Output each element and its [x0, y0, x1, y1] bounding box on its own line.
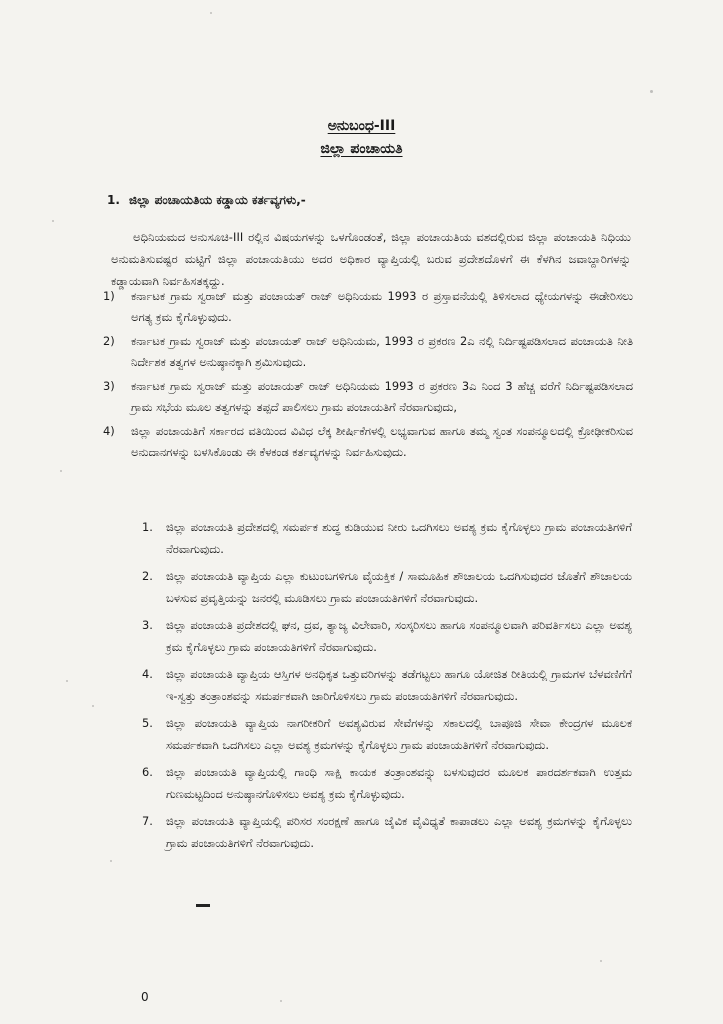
intro-paragraph: ಅಧಿನಿಯಮದ ಅನುಸೂಚಿ-III ರಲ್ಲಿನ ವಿಷಯಗಳನ್ನು ಒಳಗೊಂಡಂತೆ, ಜಿಲ್ಲಾ ಪಂಚಾಯತಿಯ ವಶದಲ್ಲಿರುವ ಜಿಲ್ಲಾ ಪಂಚಾಯತಿ ನಿಧಿಯು ಅನುಮತಿಸುವಷ್ಟರ ಮಟ್ಟಿಗೆ ಜಿಲ್ಲಾ ಪಂಚಾಯತಿಯು ಅದರ ಅಧಿಕಾರ ವ್ಯಾಪ್ತಿಯಲ್ಲಿ ಬರುವ ಪ್ರದೇಶದೊಳಗೆ ಈ ಕೆಳಗಿನ ಜವಾಬ್ದಾರಿಗಳನ್ನು ಕಡ್ಡಾಯವಾಗಿ ನಿರ್ವಹಿಸತಕ್ಕದ್ದು.	[111, 230, 631, 289]
page-dash-mark	[196, 904, 210, 907]
footer-mark: 0	[141, 990, 149, 1004]
tasks-list	[142, 516, 632, 859]
section-number: 1.	[107, 193, 120, 207]
duty-item	[103, 286, 633, 328]
task-item	[142, 663, 632, 707]
task-text: ಜಿಲ್ಲಾ ಪಂಚಾಯತಿ ಪ್ರದೇಶದಲ್ಲಿ ಘನ, ದ್ರವ, ತ್ಯಾಜ್ಯ ವಿಲೇವಾರಿ, ಸಂಸ್ಕರಿಸಲು ಹಾಗೂ ಸಂಪನ್ಮೂಲವಾಗಿ ಪರಿವರ್ತಿಸಲು ಎಲ್ಲಾ ಅವಶ್ಯ ಕ್ರಮ ಕೈಗೊಳ್ಳಲು ಗ್ರಾಮ ಪಂಚಾಯತಿಗಳಿಗೆ ನೆರವಾಗುವುದು.	[166, 618, 632, 654]
scan-speck	[650, 90, 653, 93]
annex-title: ಅನುಬಂಧ-III	[327, 118, 396, 134]
duty-number: 1)	[103, 289, 115, 303]
task-item	[142, 810, 632, 854]
duties-list	[103, 286, 633, 466]
task-text: ಜಿಲ್ಲಾ ಪಂಚಾಯತಿ ವ್ಯಾಪ್ತಿಯಲ್ಲಿ ಪರಿಸರ ಸಂರಕ್ಷಣೆ ಹಾಗೂ ಜೈವಿಕ ವೈವಿಧ್ಯತೆ ಕಾಪಾಡಲು ಎಲ್ಲಾ ಅವಶ್ಯ ಕ್ರಮಗಳನ್ನು ಕೈಗೊಳ್ಳಲು ಗ್ರಾಮ ಪಂಚಾಯತಿಗಳಿಗೆ ನೆರವಾಗುವುದು.	[166, 814, 632, 850]
section-heading	[107, 193, 306, 208]
duty-text: ಕರ್ನಾಟಕ ಗ್ರಾಮ ಸ್ವರಾಜ್ ಮತ್ತು ಪಂಚಾಯತ್ ರಾಜ್ ಅಧಿನಿಯಮ 1993 ರ ಪ್ರಸ್ತಾವನೆಯಲ್ಲಿ ತಿಳಿಸಲಾದ ಧ್ಯೇಯಗಳನ್ನು ಈಡೇರಿಸಲು ಅಗತ್ಯ ಕ್ರಮ ಕೈಗೊಳ್ಳುವುದು.	[131, 289, 633, 324]
duty-item	[103, 376, 633, 418]
duty-item	[103, 421, 633, 463]
task-item	[142, 565, 632, 609]
section-title-text: ಜಿಲ್ಲಾ ಪಂಚಾಯತಿಯ ಕಡ್ಡಾಯ ಕರ್ತವ್ಯಗಳು,-	[129, 193, 306, 207]
task-text: ಜಿಲ್ಲಾ ಪಂಚಾಯತಿ ವ್ಯಾಪ್ತಿಯ ಆಸ್ತಿಗಳ ಅನಧಿಕೃತ ಒತ್ತುವರಿಗಳನ್ನು ತಡೆಗಟ್ಟಲು ಹಾಗೂ ಯೋಜಿತ ರೀತಿಯಲ್ಲಿ ಗ್ರಾಮಗಳ ಬೆಳವಣಿಗೆಗೆ ಇ-ಸ್ವತ್ತು ತಂತ್ರಾಂಶವನ್ನು ಸಮರ್ಪಕವಾಗಿ ಜಾರಿಗೊಳಿಸಲು ಗ್ರಾಮ ಪಂಚಾಯತಿಗಳಿಗೆ ನೆರವಾಗುವುದು.	[166, 667, 632, 703]
task-text: ಜಿಲ್ಲಾ ಪಂಚಾಯತಿ ವ್ಯಾಪ್ತಿಯ ಎಲ್ಲಾ ಕುಟುಂಬಗಳಿಗೂ ವೈಯಕ್ತಿಕ / ಸಾಮೂಹಿಕ ಶೌಚಾಲಯ ಒದಗಿಸುವುದರ ಜೊತೆಗೆ ಶೌಚಾಲಯ ಬಳಸುವ ಪ್ರವೃತ್ತಿಯನ್ನು ಜನರಲ್ಲಿ ಮೂಡಿಸಲು ಗ್ರಾಮ ಪಂಚಾಯತಿಗಳಿಗೆ ನೆರವಾಗುವುದು.	[166, 569, 632, 605]
scan-speck	[52, 220, 54, 222]
duty-text: ಜಿಲ್ಲಾ ಪಂಚಾಯತಿಗೆ ಸರ್ಕಾರದ ವತಿಯಿಂದ ವಿವಿಧ ಲೆಕ್ಕ ಶೀರ್ಷಿಕೆಗಳಲ್ಲಿ ಲಭ್ಯವಾಗುವ ಹಾಗೂ ತಮ್ಮ ಸ್ವಂತ ಸಂಪನ್ಮೂಲದಲ್ಲಿ ಕ್ರೋಢೀಕರಿಸುವ ಅನುದಾನಗಳನ್ನು ಬಳಸಿಕೊಂಡು ಈ ಕೆಳಕಂಡ ಕರ್ತವ್ಯಗಳನ್ನು ನಿರ್ವಹಿಸುವುದು.	[131, 424, 633, 459]
scan-speck	[210, 12, 212, 14]
duty-number: 2)	[103, 334, 115, 348]
scan-speck	[280, 1000, 282, 1002]
duty-text: ಕರ್ನಾಟಕ ಗ್ರಾಮ ಸ್ವರಾಜ್ ಮತ್ತು ಪಂಚಾಯತ್ ರಾಜ್ ಅಧಿನಿಯಮ, 1993 ರ ಪ್ರಕರಣ 2ಎ ನಲ್ಲಿ ನಿರ್ದಿಷ್ಟಪಡಿಸಲಾದ ಪಂಚಾಯತಿ ನೀತಿ ನಿರ್ದೇಶಕ ತತ್ವಗಳ ಅನುಷ್ಠಾನಕ್ಕಾಗಿ ಶ್ರಮಿಸುವುದು.	[131, 334, 633, 369]
scan-speck	[600, 960, 602, 962]
scan-speck	[92, 705, 94, 707]
task-number: 2.	[142, 569, 153, 583]
duty-text: ಕರ್ನಾಟಕ ಗ್ರಾಮ ಸ್ವರಾಜ್ ಮತ್ತು ಪಂಚಾಯತ್ ರಾಜ್ ಅಧಿನಿಯಮ 1993 ರ ಪ್ರಕರಣ 3ಎ ನಿಂದ 3 ಹೆಚ್ಚ ವರೆಗೆ ನಿರ್ದಿಷ್ಟಪಡಿಸಲಾದ ಗ್ರಾಮ ಸಭೆಯ ಮೂಲ ತತ್ವಗಳನ್ನು ತಪ್ಪದೆ ಪಾಲಿಸಲು ಗ್ರಾಮ ಪಂಚಾಯತಿಗೆ ನೆರವಾಗುವುದು,	[131, 379, 633, 414]
duty-item	[103, 331, 633, 373]
scan-speck	[110, 860, 112, 862]
scan-speck	[66, 680, 68, 682]
task-text: ಜಿಲ್ಲಾ ಪಂಚಾಯತಿ ಪ್ರದೇಶದಲ್ಲಿ ಸಮರ್ಪಕ ಶುದ್ಧ ಕುಡಿಯುವ ನೀರು ಒದಗಿಸಲು ಅವಶ್ಯ ಕ್ರಮ ಕೈಗೊಳ್ಳಲು ಗ್ರಾಮ ಪಂಚಾಯತಿಗಳಿಗೆ ನೆರವಾಗುವುದು.	[166, 520, 632, 556]
duty-number: 3)	[103, 379, 115, 393]
task-text: ಜಿಲ್ಲಾ ಪಂಚಾಯತಿ ವ್ಯಾಪ್ತಿಯಲ್ಲಿ ಗಾಂಧಿ ಸಾಕ್ಷಿ ಕಾಯಕ ತಂತ್ರಾಂಶವನ್ನು ಬಳಸುವುದರ ಮೂಲಕ ಪಾರದರ್ಶಕವಾಗಿ ಉತ್ತಮ ಗುಣಮಟ್ಟದಿಂದ ಅನುಷ್ಠಾನಗೊಳಿಸಲು ಅವಶ್ಯ ಕ್ರಮ ಕೈಗೊಳ್ಳುವುದು.	[166, 765, 632, 801]
task-item	[142, 614, 632, 658]
task-item	[142, 712, 632, 756]
task-number: 3.	[142, 618, 153, 632]
task-item	[142, 761, 632, 805]
task-number: 5.	[142, 716, 153, 730]
task-number: 4.	[142, 667, 153, 681]
scan-speck	[60, 470, 62, 472]
task-number: 7.	[142, 814, 153, 828]
task-text: ಜಿಲ್ಲಾ ಪಂಚಾಯತಿ ವ್ಯಾಪ್ತಿಯ ನಾಗರೀಕರಿಗೆ ಅವಶ್ಯವಿರುವ ಸೇವೆಗಳನ್ನು ಸಕಾಲದಲ್ಲಿ ಬಾಪೂಜಿ ಸೇವಾ ಕೇಂದ್ರಗಳ ಮೂಲಕ ಸಮರ್ಪಕವಾಗಿ ಒದಗಿಸಲು ಎಲ್ಲಾ ಅವಶ್ಯ ಕ್ರಮಗಳನ್ನು ಕೈಗೊಳ್ಳಲು ಗ್ರಾಮ ಪಂಚಾಯತಿಗಳಿಗೆ ನೆರವಾಗುವುದು.	[166, 716, 632, 752]
document-subtitle: ಜಿಲ್ಲಾ ಪಂಚಾಯತಿ	[320, 141, 403, 157]
task-number: 6.	[142, 765, 153, 779]
task-item	[142, 516, 632, 560]
duty-number: 4)	[103, 424, 115, 438]
task-number: 1.	[142, 520, 153, 534]
